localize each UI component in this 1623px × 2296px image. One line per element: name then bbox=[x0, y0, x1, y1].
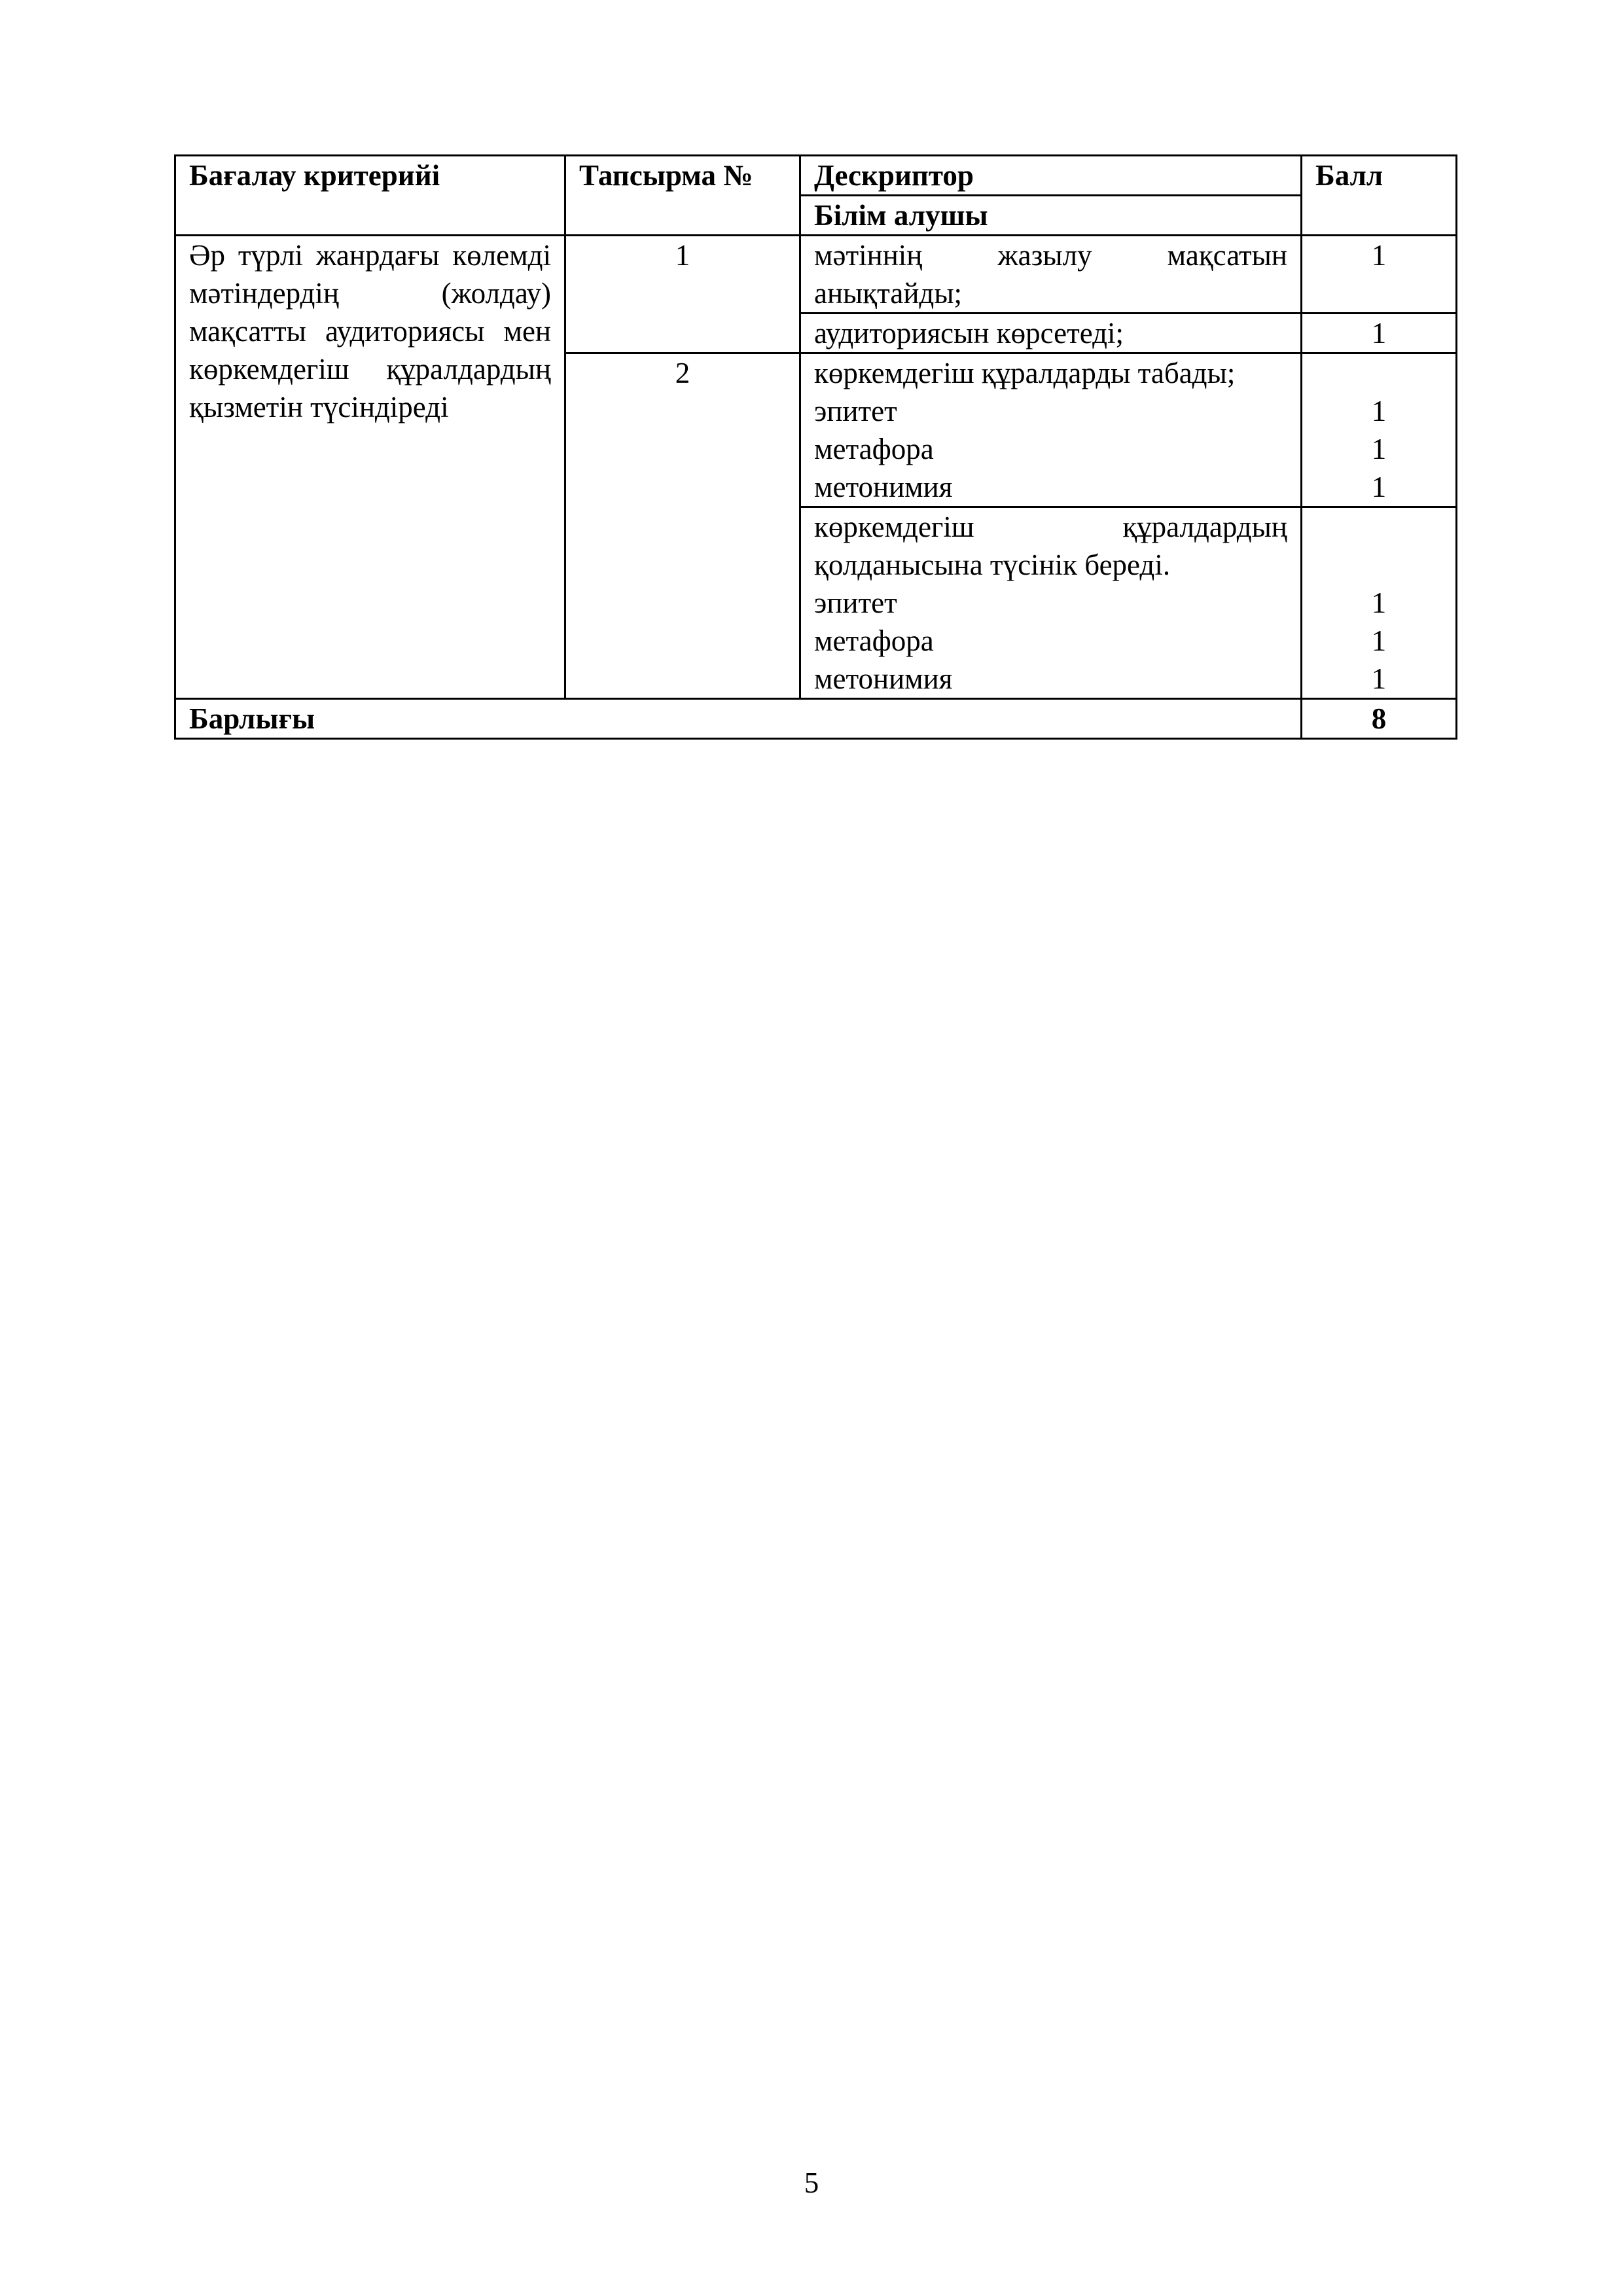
total-row bbox=[175, 699, 1457, 739]
score-cell bbox=[1302, 353, 1457, 507]
descriptor-text: көркемдегіш құралдарды табады; bbox=[814, 357, 1236, 389]
descriptor-item: метафора bbox=[814, 433, 934, 465]
task-number-cell: 2 bbox=[565, 353, 800, 699]
item-score: 1 bbox=[1371, 662, 1387, 695]
page-number: 5 bbox=[804, 2166, 819, 2199]
descriptor-item: эпитет bbox=[814, 395, 897, 427]
header-row bbox=[175, 156, 1457, 196]
item-score: 1 bbox=[1371, 586, 1387, 619]
item-score: 1 bbox=[1371, 471, 1387, 503]
descriptor-item: эпитет bbox=[814, 586, 897, 619]
item-score: 1 bbox=[1371, 433, 1387, 465]
task-number-cell: 1 bbox=[565, 236, 800, 353]
header-descriptor-sub: Білім алушы bbox=[800, 196, 1302, 236]
descriptor-item: метонимия bbox=[814, 471, 953, 503]
total-score: 8 bbox=[1302, 699, 1457, 739]
header-descriptor: Дескриптор bbox=[800, 156, 1302, 196]
score-cell bbox=[1302, 507, 1457, 699]
header-score: Балл bbox=[1302, 156, 1457, 236]
descriptor-item: метонимия bbox=[814, 662, 953, 695]
header-criterion: Бағалау критерийі bbox=[175, 156, 565, 236]
item-score: 1 bbox=[1371, 624, 1387, 657]
descriptor-item: метафора bbox=[814, 624, 934, 657]
score-cell: 1 bbox=[1302, 314, 1457, 353]
criterion-cell: Әр түрлі жанрдағы көлемді мәтіндердің (жолдау) мақсатты аудиториясы мен көркемдегіш құралдардың қызметін түсіндіреді bbox=[175, 236, 565, 699]
descriptor-cell: аудиториясын көрсетеді; bbox=[800, 314, 1302, 353]
table-row bbox=[175, 236, 1457, 314]
score-cell: 1 bbox=[1302, 236, 1457, 314]
assessment-rubric-table bbox=[174, 154, 1457, 740]
descriptor-text: көркемдегіш құралдардың қолданысына түсінік береді. bbox=[814, 511, 1287, 581]
descriptor-cell: мәтіннің жазылу мақсатын анықтайды; bbox=[800, 236, 1302, 314]
header-task-number: Тапсырма № bbox=[565, 156, 800, 236]
total-label: Барлығы bbox=[175, 699, 1302, 739]
descriptor-cell bbox=[800, 507, 1302, 699]
descriptor-cell bbox=[800, 353, 1302, 507]
item-score: 1 bbox=[1371, 395, 1387, 427]
